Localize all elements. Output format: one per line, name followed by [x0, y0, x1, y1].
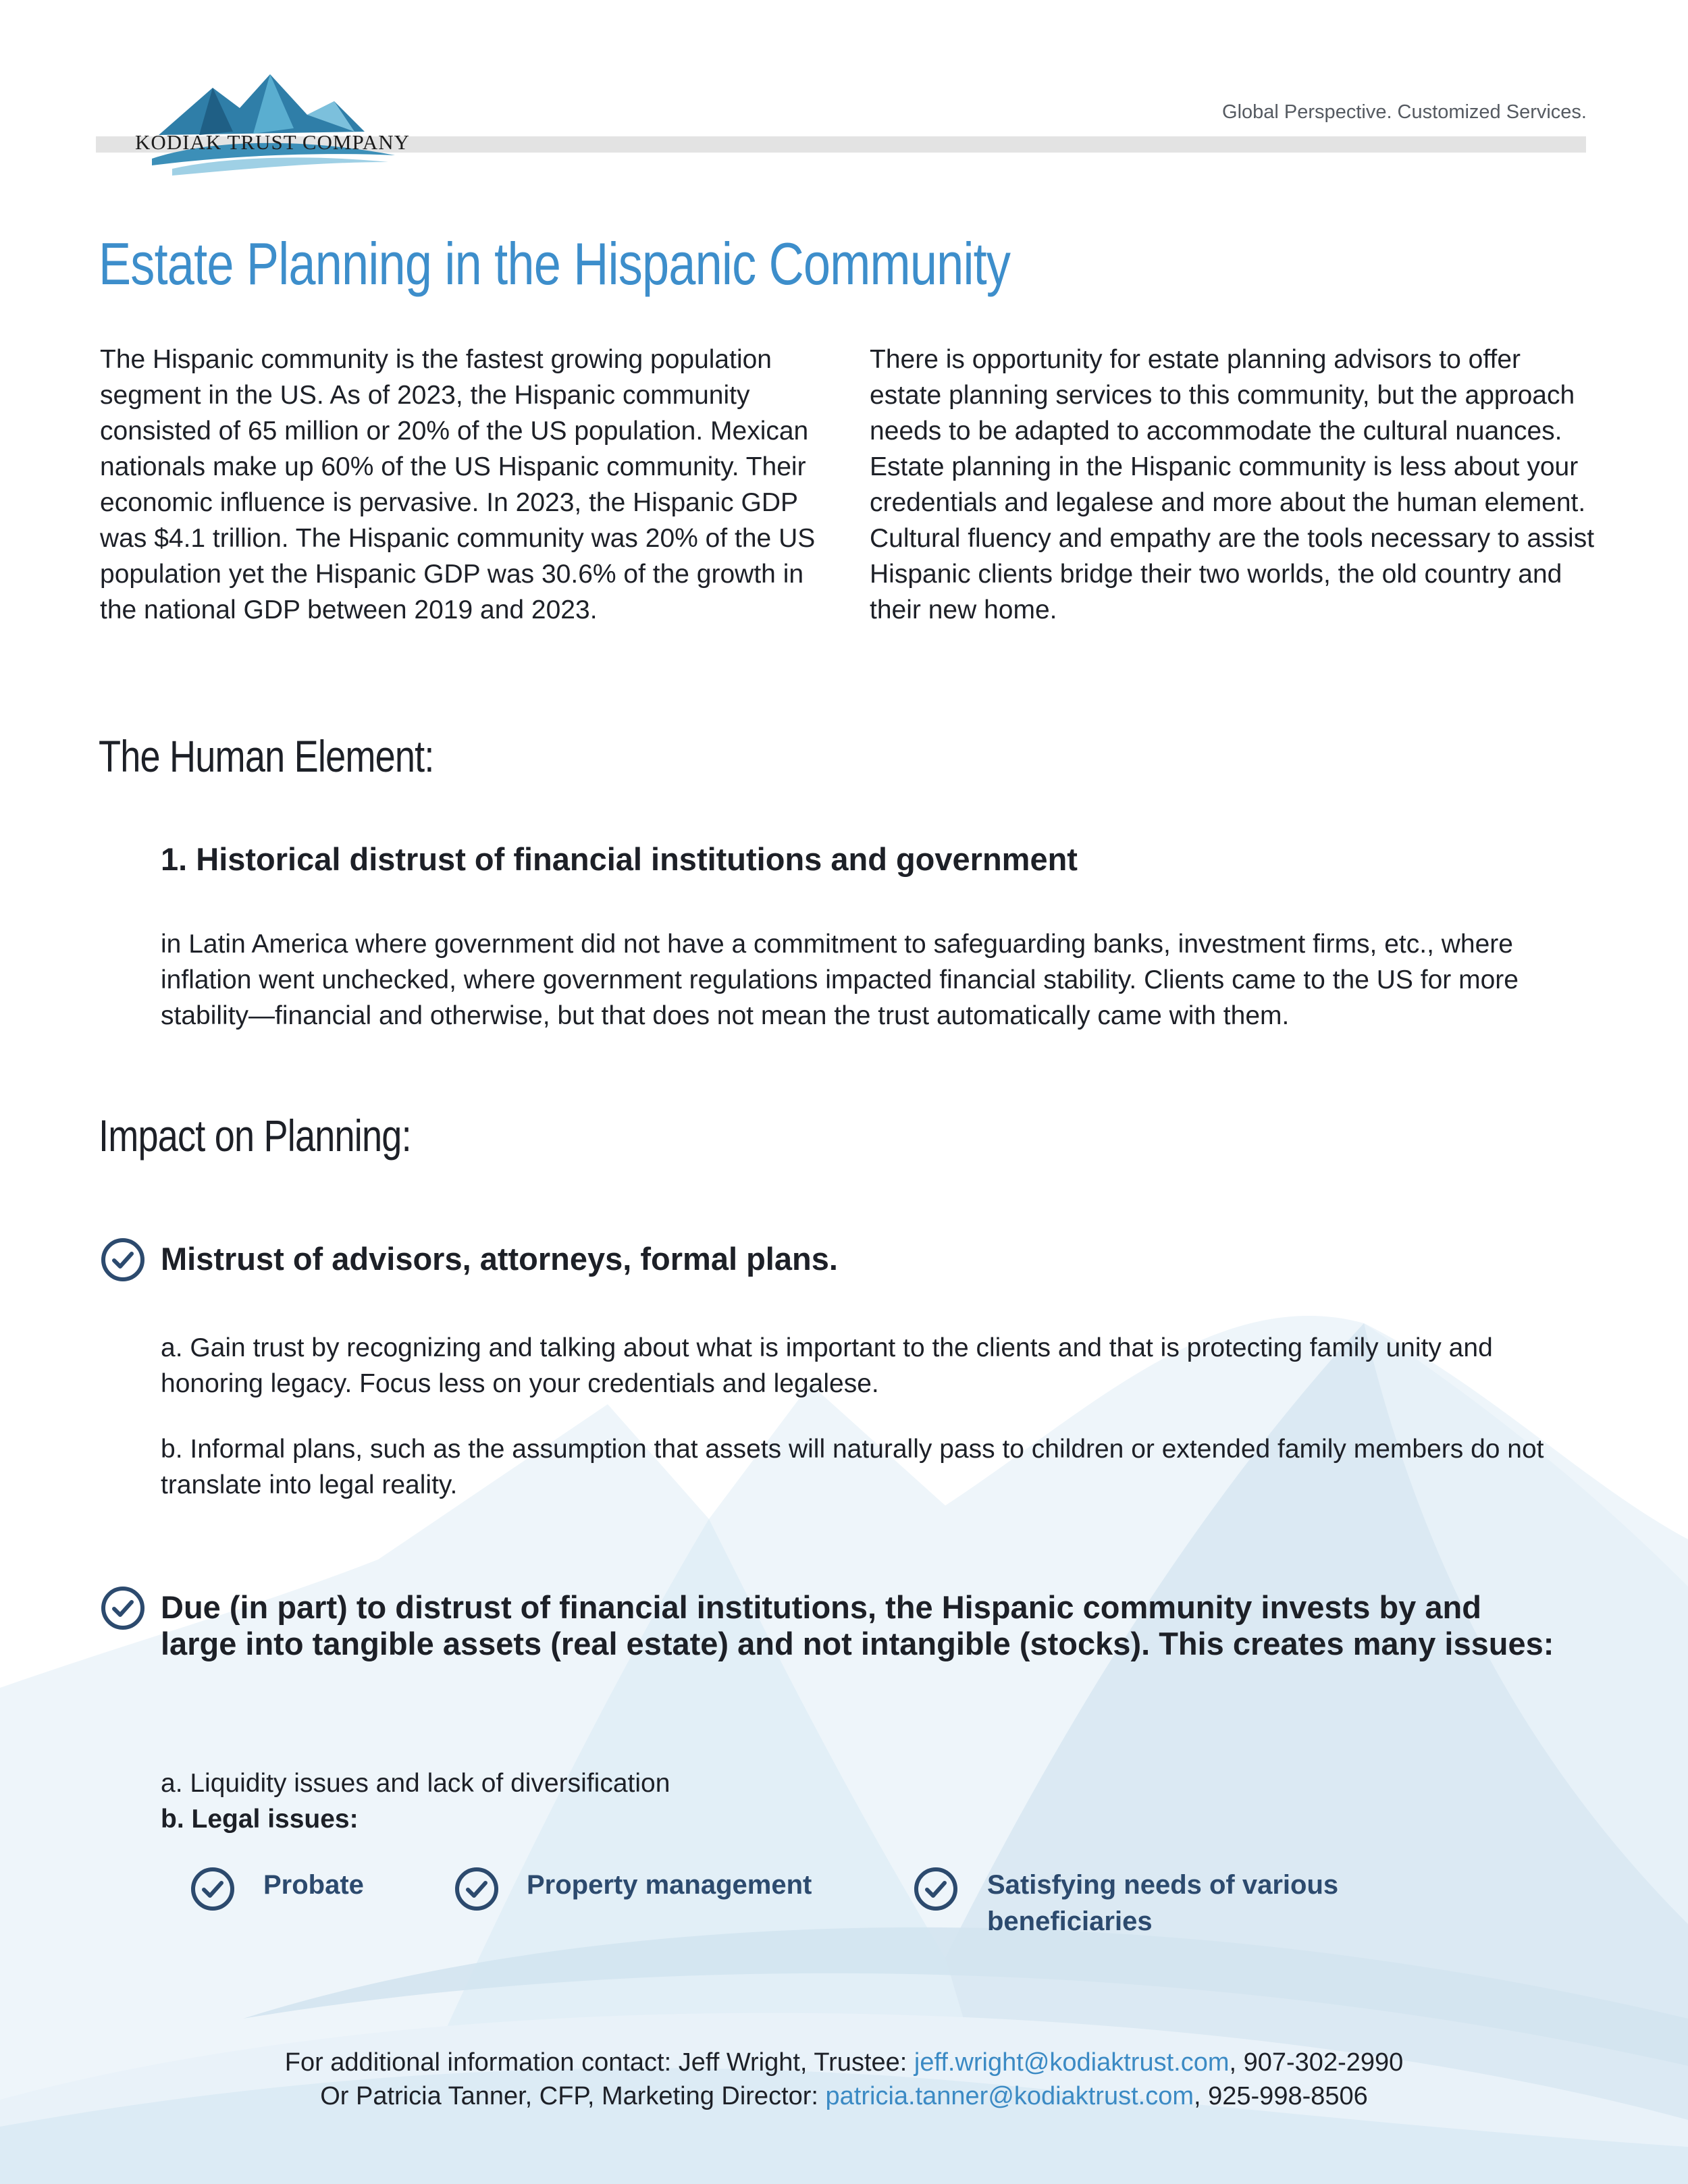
human-element-heading: The Human Element: — [99, 731, 434, 781]
footer-contact-line-1 — [0, 2046, 1688, 2079]
legal-issue-beneficiaries: Satisfying needs of various beneficiaries — [987, 1870, 1339, 1936]
check-circle-icon — [100, 1237, 146, 1283]
check-circle-icon — [454, 1866, 500, 1912]
legal-issue-probate: Probate — [263, 1870, 364, 1900]
tagline: Global Perspective. Customized Services. — [1222, 101, 1587, 123]
page-title: Estate Planning in the Hispanic Community — [99, 230, 1011, 297]
kodiak-logo-mountain-icon — [132, 68, 469, 186]
mistrust-paragraph-b: b. Informal plans, such as the assumption that assets will naturally pass to children or extended family members do not translate into legal reality. — [161, 1435, 1544, 1499]
check-circle-icon — [913, 1866, 959, 1912]
mistrust-heading: Mistrust of advisors, attorneys, formal plans. — [161, 1241, 838, 1277]
logo-wordmark: KODIAK TRUST COMPANY — [135, 130, 411, 154]
liquidity-point: a. Liquidity issues and lack of diversification — [161, 1769, 670, 1798]
footer-contact-2-text: Or Patricia Tanner, CFP, Marketing Director: — [320, 2082, 826, 2110]
tangible-assets-heading: Due (in part) to distrust of financial institutions, the Hispanic community invests by and large into tangible assets (real estate) and not intangible (stocks). This creates many issues: — [161, 1589, 1554, 1661]
mistrust-paragraph-a: a. Gain trust by recognizing and talking about what is important to the clients and that is protecting family unity and honoring legacy. Focus less on your credentials and legalese. — [161, 1333, 1493, 1398]
footer-contact-1-phone: , 907-302-2990 — [1229, 2048, 1404, 2077]
footer-contact-1-text: For additional information contact: Jeff Wright, Trustee: — [284, 2048, 914, 2077]
patricia-tanner-email-link[interactable]: patricia.tanner@kodiaktrust.com — [825, 2082, 1194, 2110]
check-circle-icon — [190, 1866, 236, 1912]
intro-left-paragraph: The Hispanic community is the fastest growing population segment in the US. As of 2023, the Hispanic community consisted of 65 million or 20% of the US population. Mexican nationals make up 60% of the US Hispanic community. Their economic influence is pervasive. In 2023, the Hispanic GDP was $4.1 trillion. The Hispanic community was 20% of the US population yet the Hispanic GDP was 30.6% of the growth in the national GDP between 2019 and 2023. — [100, 345, 816, 624]
jeff-wright-email-link[interactable]: jeff.wright@kodiaktrust.com — [914, 2048, 1230, 2077]
check-circle-icon — [100, 1585, 146, 1631]
legal-issues-label: b. Legal issues: — [161, 1805, 359, 1834]
distrust-point-heading: 1. Historical distrust of financial institutions and government — [161, 841, 1078, 877]
impact-heading: Impact on Planning: — [99, 1111, 411, 1161]
distrust-point-text: in Latin America where government did not have a commitment to safeguarding banks, investment firms, etc., where inflation went unchecked, where government regulations impacted financial stability. Clients came to the US for more stability—financial and otherwise, but that does not mean the trust automatically came with them. — [161, 930, 1519, 1030]
legal-issue-property-management: Property management — [527, 1870, 812, 1900]
intro-right-paragraph: There is opportunity for estate planning advisors to offer estate planning services to this community, but the approach needs to be adapted to accommodate the cultural nuances. Estate planning in the Hispanic community is less about your credentials and legalese and more about the human element. Cultural fluency and empathy are the tools necessary to assist Hispanic clients bridge their two worlds, the old country and their new home. — [870, 345, 1595, 624]
footer-contact-2-phone: , 925-998-8506 — [1194, 2082, 1368, 2110]
footer-contact-line-2 — [0, 2079, 1688, 2113]
